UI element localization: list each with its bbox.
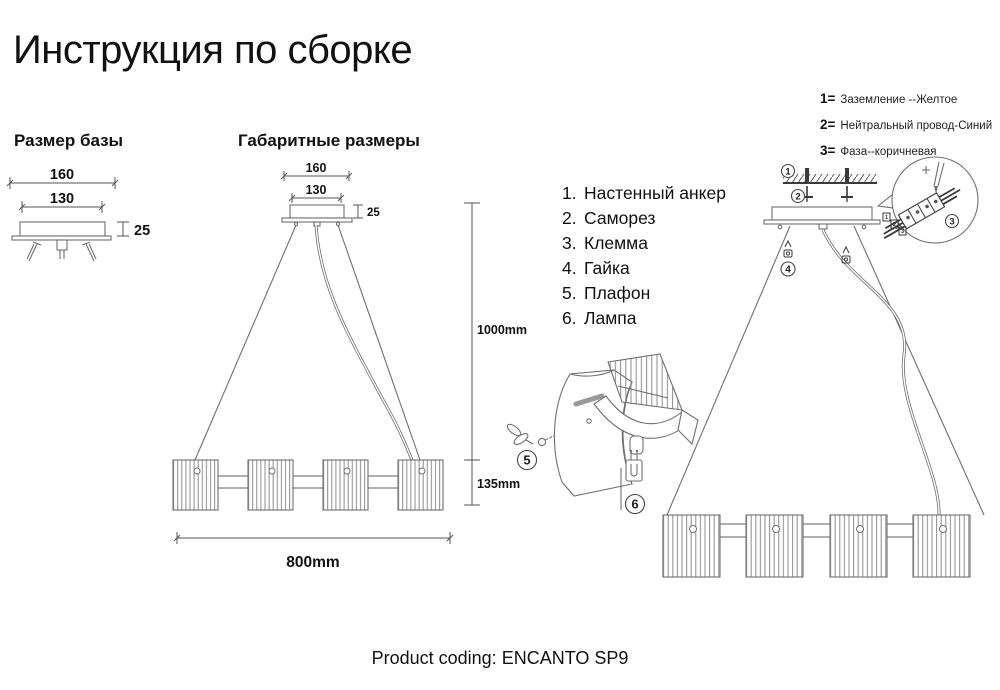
part-label: Плафон — [584, 283, 651, 303]
connector-bar — [803, 524, 830, 537]
cable-nut-icon — [784, 241, 792, 257]
overall-dims-heading: Габаритные размеры — [238, 131, 420, 150]
part-number: 4. — [562, 258, 577, 278]
part-number: 6. — [562, 308, 577, 328]
dim-label-160: 160 — [305, 161, 327, 175]
suspension-cable-right — [854, 226, 984, 515]
part-label: Саморез — [584, 208, 656, 228]
legend-row — [820, 117, 992, 132]
legend-number: 3= — [820, 143, 836, 158]
part-number: 2. — [562, 208, 577, 228]
svg-text:5: 5 — [523, 452, 531, 468]
callout-2 — [792, 190, 805, 203]
part-label: Гайка — [584, 258, 630, 278]
wing-nut-icon — [505, 422, 533, 446]
power-cord — [823, 230, 939, 515]
dimension-160 — [281, 161, 352, 181]
dimension-800mm — [174, 532, 453, 571]
shade-screw-icon — [538, 435, 556, 446]
dim-label-130: 130 — [305, 183, 327, 197]
dim-label-1000mm: 1000mm — [477, 323, 528, 337]
callout-5 — [518, 451, 537, 470]
canopy-drawing — [282, 205, 352, 226]
part-label: Лампа — [584, 308, 637, 328]
dim-label-130: 130 — [49, 191, 75, 207]
wire-tag-1 — [883, 213, 890, 221]
connector-bar — [720, 524, 746, 537]
callout-4 — [781, 262, 795, 276]
dimension-130 — [19, 191, 105, 213]
legend-label: Фаза--коричневая — [840, 146, 937, 158]
base-size-heading: Размер базы — [14, 131, 124, 150]
wall-anchor-icon — [845, 168, 849, 182]
suspension-cable-left — [195, 225, 296, 460]
terminal-detail-balloon — [878, 157, 978, 243]
suspension-cable-left — [667, 226, 790, 515]
callout-1 — [782, 165, 795, 178]
dimension-160 — [7, 167, 118, 189]
dim-label-800mm: 800mm — [286, 554, 340, 571]
part-number: 3. — [562, 233, 577, 253]
svg-text:3: 3 — [949, 216, 955, 228]
svg-text:3: 3 — [900, 229, 905, 235]
dimension-25 — [117, 222, 150, 239]
svg-text:1: 1 — [785, 166, 791, 178]
svg-text:6: 6 — [631, 496, 639, 512]
base-plate-drawing — [12, 222, 111, 261]
product-coding: Product coding: ENCANTO SP9 — [371, 648, 629, 668]
wall-anchor-icon — [805, 168, 809, 182]
canopy-drawing — [764, 207, 880, 229]
part-label: Клемма — [584, 233, 648, 253]
svg-text:1: 1 — [884, 215, 889, 221]
part-label: Настенный анкер — [584, 183, 726, 203]
dimension-25 — [353, 205, 380, 219]
dim-label-160: 160 — [49, 167, 75, 183]
legend-label: Нейтральный провод-Синий — [840, 120, 993, 132]
part-number: 1. — [562, 183, 577, 203]
svg-text:2: 2 — [795, 191, 801, 203]
page-title: Инструкция по сборке — [13, 28, 413, 72]
ceiling-mount-detail — [782, 165, 878, 203]
dim-label-135mm: 135mm — [477, 477, 521, 491]
connector-bar — [368, 476, 398, 488]
legend-row — [820, 91, 992, 106]
dim-label-25: 25 — [367, 207, 380, 219]
assembly-diagram — [640, 150, 1000, 610]
legend-number: 2= — [820, 117, 836, 132]
power-cord — [316, 225, 412, 460]
connector-bar — [887, 524, 913, 537]
dimension-130 — [289, 183, 344, 203]
part-number: 5. — [562, 283, 577, 303]
svg-text:2: 2 — [892, 222, 897, 228]
legend-number: 1= — [820, 91, 836, 106]
dim-label-25: 25 — [134, 223, 151, 239]
suspension-cable-right — [338, 225, 420, 460]
svg-text:4: 4 — [785, 264, 791, 276]
connector-bar — [293, 476, 323, 488]
legend-label: Заземление --Желтое — [840, 94, 958, 106]
screw-icon — [841, 186, 853, 202]
callout-3 — [946, 215, 959, 228]
connector-bar — [218, 476, 248, 488]
